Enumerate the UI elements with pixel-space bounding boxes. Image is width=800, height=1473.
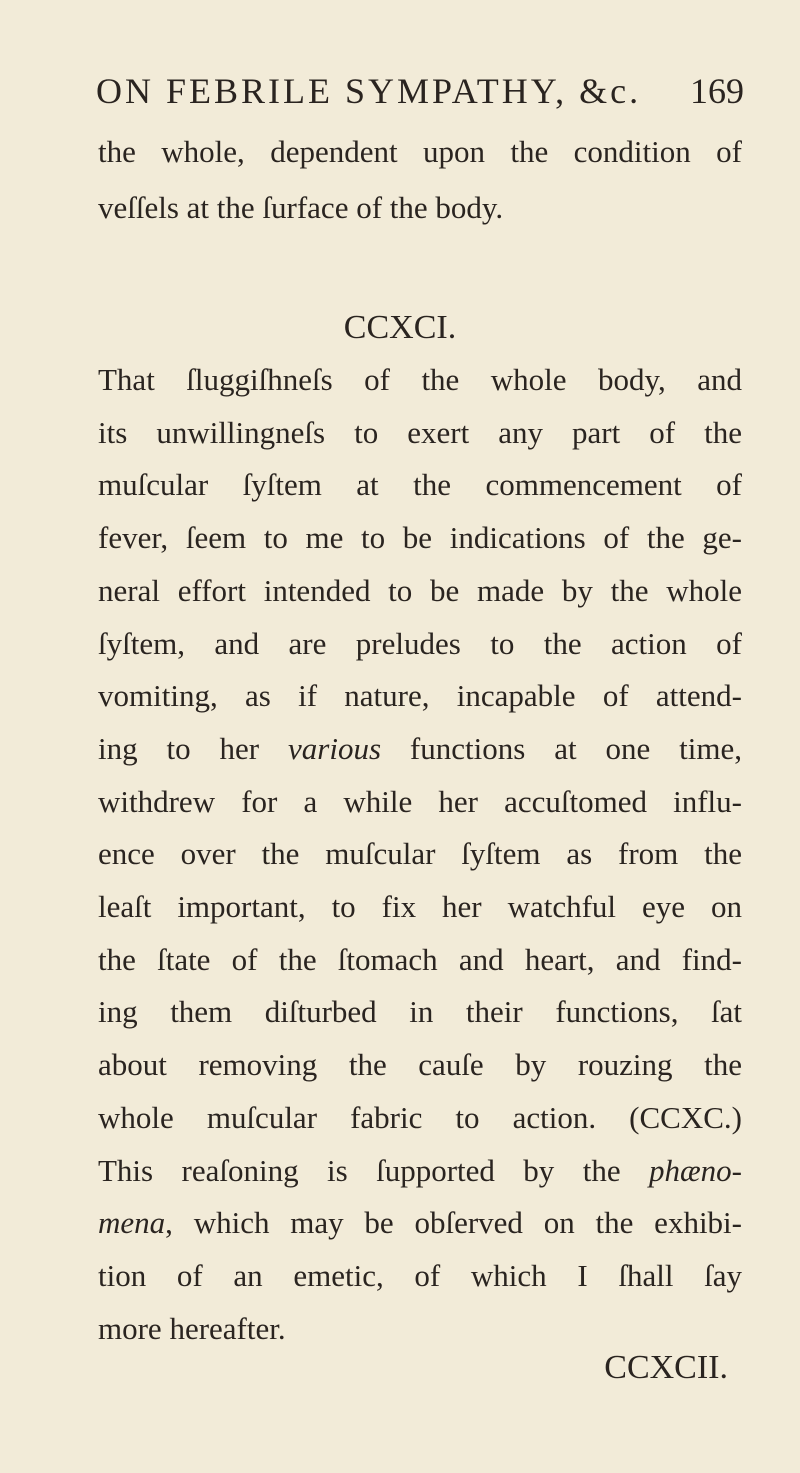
paragraph-line: ing to her various functions at one time, (98, 731, 742, 766)
paragraph-line: This reaſoning is ſupported by the phæno- (98, 1153, 742, 1188)
paragraph-line: vomiting, as if nature, incapable of attend- (98, 678, 742, 713)
paragraph-line: fever, ſeem to me to be indications of the ge- (98, 520, 742, 555)
italic-word: phæno- (649, 1153, 742, 1188)
paragraph-line: its unwillingneſs to exert any part of the (98, 415, 742, 450)
page-number: 169 (690, 71, 744, 111)
paragraph-line: more hereafter. (98, 1311, 286, 1346)
paragraph-line: neral effort intended to be made by the whole (98, 573, 742, 608)
paragraph-line: the ſtate of the ſtomach and heart, and find- (98, 942, 742, 977)
paragraph-line: whole muſcular fabric to action. (CCXC.) (98, 1100, 742, 1135)
page-header (96, 66, 744, 116)
paragraph-line: ſyſtem, and are preludes to the action of (98, 626, 742, 661)
paragraph-line: ence over the muſcular ſyſtem as from the (98, 836, 742, 871)
intro-line: the whole, dependent upon the condition of (98, 134, 742, 169)
intro-line: veſſels at the ſurface of the body. (98, 190, 504, 225)
section-heading: CCXCI. (343, 309, 457, 346)
paragraph-line: mena, which may be obſerved on the exhibi- (98, 1205, 742, 1240)
italic-word: various (288, 731, 382, 766)
italic-word: mena (98, 1205, 166, 1240)
paragraph-line: leaſt important, to fix her watchful eye on (98, 889, 742, 924)
running-title: ON FEBRILE SYMPATHY, &c. (96, 71, 642, 111)
paragraph-line: ing them diſturbed in their functions, ſat (98, 994, 742, 1029)
paragraph-line: withdrew for a while her accuſtomed influ- (98, 784, 742, 819)
paragraph-line: That ſluggiſhneſs of the whole body, and (98, 362, 742, 397)
paragraph-line: about removing the cauſe by rouzing the (98, 1047, 742, 1082)
paragraph-line: muſcular ſyſtem at the commencement of (98, 467, 742, 502)
next-section-heading: CCXCII. (604, 1349, 728, 1386)
paragraph-line: tion of an emetic, of which I ſhall ſay (98, 1258, 742, 1293)
